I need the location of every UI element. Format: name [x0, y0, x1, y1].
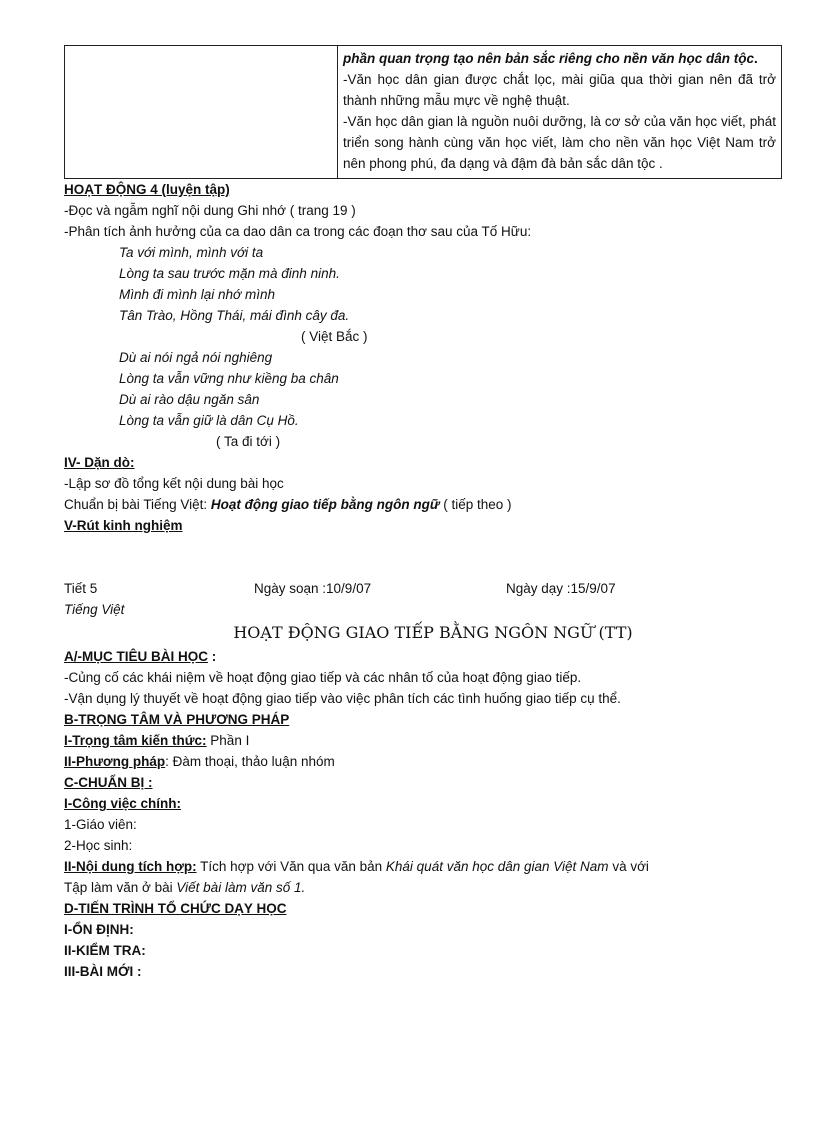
poem1-line: Mình đi mình lại nhớ mình — [119, 287, 275, 302]
lesson-subject: Tiếng Việt — [64, 602, 125, 617]
table-right-cell — [338, 46, 782, 179]
process-step2: II-KIỂM TRA: — [64, 943, 146, 958]
process-step1: I-ỔN ĐỊNH: — [64, 922, 134, 937]
poem2-line: Dù ai rào dậu ngăn sân — [119, 392, 260, 407]
prep-student: 2-Học sinh: — [64, 838, 133, 853]
continuation-table — [64, 45, 782, 179]
prep-integration-line1: II-Nội dung tích hợp: Tích hợp với Văn qua văn bản Khái quát văn học dân gian Việt Nam và với — [64, 859, 649, 874]
focus-heading: B-TRỌNG TÂM VÀ PHƯƠNG PHÁP — [64, 712, 290, 727]
document-page — [64, 45, 782, 982]
section4-line1: -Lập sơ đồ tổng kết nội dung bài học — [64, 476, 284, 491]
table-paragraph-1: -Văn học dân gian được chắt lọc, mài giũa qua thời gian nên đã trở thành những mẫu mực về nghệ thuật. — [343, 72, 776, 108]
lesson-meta — [64, 578, 782, 599]
lesson-teach-date: Ngày dạy :15/9/07 — [506, 581, 616, 596]
activity4-line2: -Phân tích ảnh hưởng của ca dao dân ca trong các đoạn thơ sau của Tố Hữu: — [64, 224, 532, 239]
poem1-line: Ta với mình, mình với ta — [119, 245, 264, 260]
poem1-source: ( Việt Bắc ) — [301, 329, 368, 344]
prep-heading: C-CHUẨN BỊ : — [64, 775, 153, 790]
prep-main-work: I-Công việc chính: — [64, 796, 182, 811]
prep-teacher: 1-Giáo viên: — [64, 817, 137, 832]
prep-integration-line2: Tập làm văn ở bài Viết bài làm văn số 1. — [64, 880, 306, 895]
section4-line2: Chuẩn bị bài Tiếng Việt: Hoạt động giao tiếp bằng ngôn ngữ ( tiếp theo ) — [64, 497, 512, 512]
activity4-heading: HOẠT ĐỘNG 4 (luyện tập) — [64, 182, 230, 197]
section4-heading: IV- Dặn dò: — [64, 455, 135, 470]
objectives-heading: A/-MỤC TIÊU BÀI HỌC — [64, 649, 208, 664]
poem2-line: Dù ai nói ngả nói nghiêng — [119, 350, 273, 365]
process-step3: III-BÀI MỚI : — [64, 964, 142, 979]
activity4-line1: -Đọc và ngẫm nghĩ nội dung Ghi nhớ ( trang 19 ) — [64, 203, 356, 218]
poem1-line: Lòng ta sau trước mặn mà đinh ninh. — [119, 266, 340, 281]
table-paragraph-2: -Văn học dân gian là nguồn nuôi dưỡng, là cơ sở của văn học viết, phát triển song hành cùng văn học viết, làm cho nền văn học Việt Nam trở nên phong phú, đa dạng và đậm đà bản sắc dân tộc . — [343, 114, 776, 171]
poem2-line: Lòng ta vẫn giữ là dân Cụ Hồ. — [119, 413, 299, 428]
process-heading: D-TIẾN TRÌNH TỔ CHỨC DẠY HỌC — [64, 901, 287, 916]
lesson-prep-date: Ngày soạn :10/9/07 — [254, 581, 372, 596]
poem1-line: Tân Trào, Hồng Thái, mái đình cây đa. — [119, 308, 350, 323]
spacer — [64, 536, 782, 578]
poem2-line: Lòng ta vẫn vững như kiềng ba chân — [119, 371, 339, 386]
lesson-title: HOẠT ĐỘNG GIAO TIẾP BẰNG NGÔN NGỮ (TT) — [233, 623, 633, 642]
objectives-line1: -Củng cố các khái niệm về hoạt động giao tiếp và các nhân tố của hoạt động giao tiếp. — [64, 670, 582, 685]
objectives-line2: -Vận dụng lý thuyết về hoạt động giao tiếp vào việc phân tích các tình huống giao tiếp cụ thể. — [64, 691, 621, 706]
poem2-source: ( Ta đi tới ) — [216, 434, 281, 449]
focus-method: II-Phương pháp: Đàm thoại, thảo luận nhóm — [64, 754, 335, 769]
lesson-period: Tiết 5 — [64, 581, 98, 596]
section5-heading: V-Rút kinh nghiệm — [64, 518, 183, 533]
table-left-cell — [65, 46, 338, 179]
table-row — [65, 46, 782, 179]
objectives-heading-line: A/-MỤC TIÊU BÀI HỌC : — [64, 649, 217, 664]
table-paragraph-0: phần quan trọng tạo nên bản sắc riêng cho nền văn học dân tộc. — [343, 51, 758, 66]
focus-knowledge: I-Trọng tâm kiến thức: Phần I — [64, 733, 250, 748]
